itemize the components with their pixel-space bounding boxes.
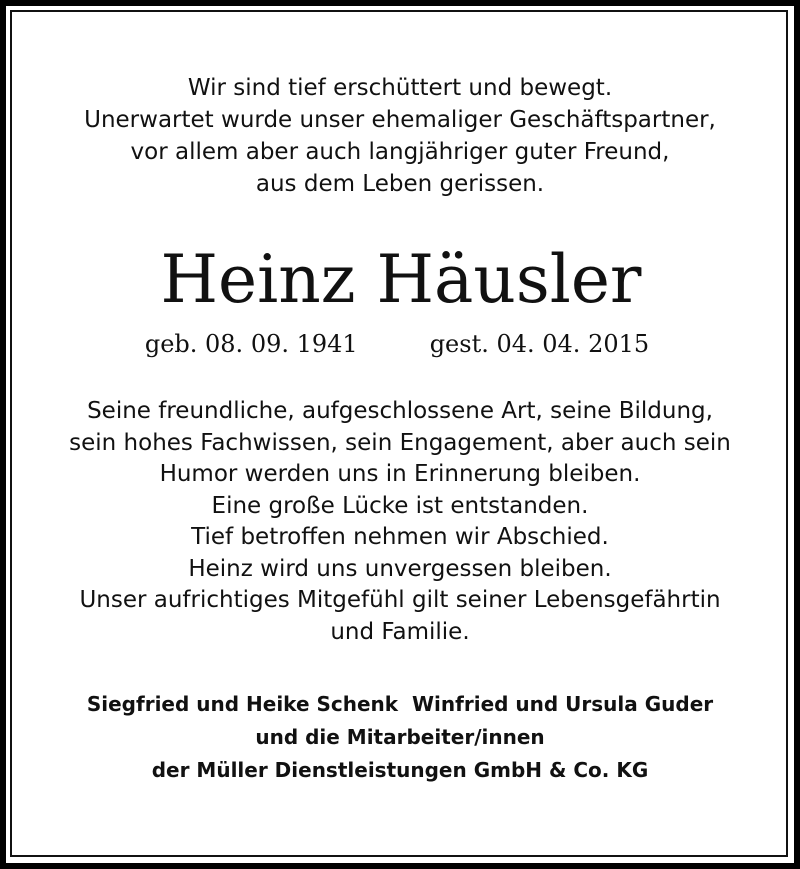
intro-line: Wir sind tief erschüttert und bewegt. [187,75,613,101]
deceased-name: Heinz Häusler [160,241,642,318]
death-date: gest. 04. 04. 2015 [429,330,650,358]
tribute-line: Seine freundliche, aufgeschlossene Art, seine Bildung, [87,398,713,424]
tribute-line: Heinz wird uns unvergessen bleiben. [188,555,612,582]
signature-line: der Müller Dienstleistungen GmbH & Co. KG [151,758,649,782]
intro-line: vor allem aber auch langjähriger guter Freund, [130,139,670,165]
birth-date: geb. 08. 09. 1941 [144,330,358,358]
tribute-line: Humor werden uns in Erinnerung bleiben. [159,461,641,487]
tribute-line: Unser aufrichtiges Mitgefühl gilt seiner Lebensgefährtin [79,587,721,613]
intro-line: Unerwartet wurde unser ehemaliger Geschäftspartner, [84,107,716,133]
signature-block [0,688,800,787]
tribute-line: und Familie. [330,618,470,645]
signature-line: und die Mitarbeiter/innen [255,725,545,749]
tribute-text [0,396,800,648]
tribute-line: Tief betroffen nehmen wir Abschied. [191,524,609,550]
intro-text [0,72,800,200]
life-dates [0,328,800,360]
tribute-line: sein hohes Fachwissen, sein Engagement, aber auch sein [69,429,731,456]
intro-line: aus dem Leben gerissen. [255,171,545,197]
tribute-line: Eine große Lücke ist entstanden. [211,492,589,519]
signature-line: Siegfried und Heike Schenk Winfried und Ursula Guder [86,692,714,716]
